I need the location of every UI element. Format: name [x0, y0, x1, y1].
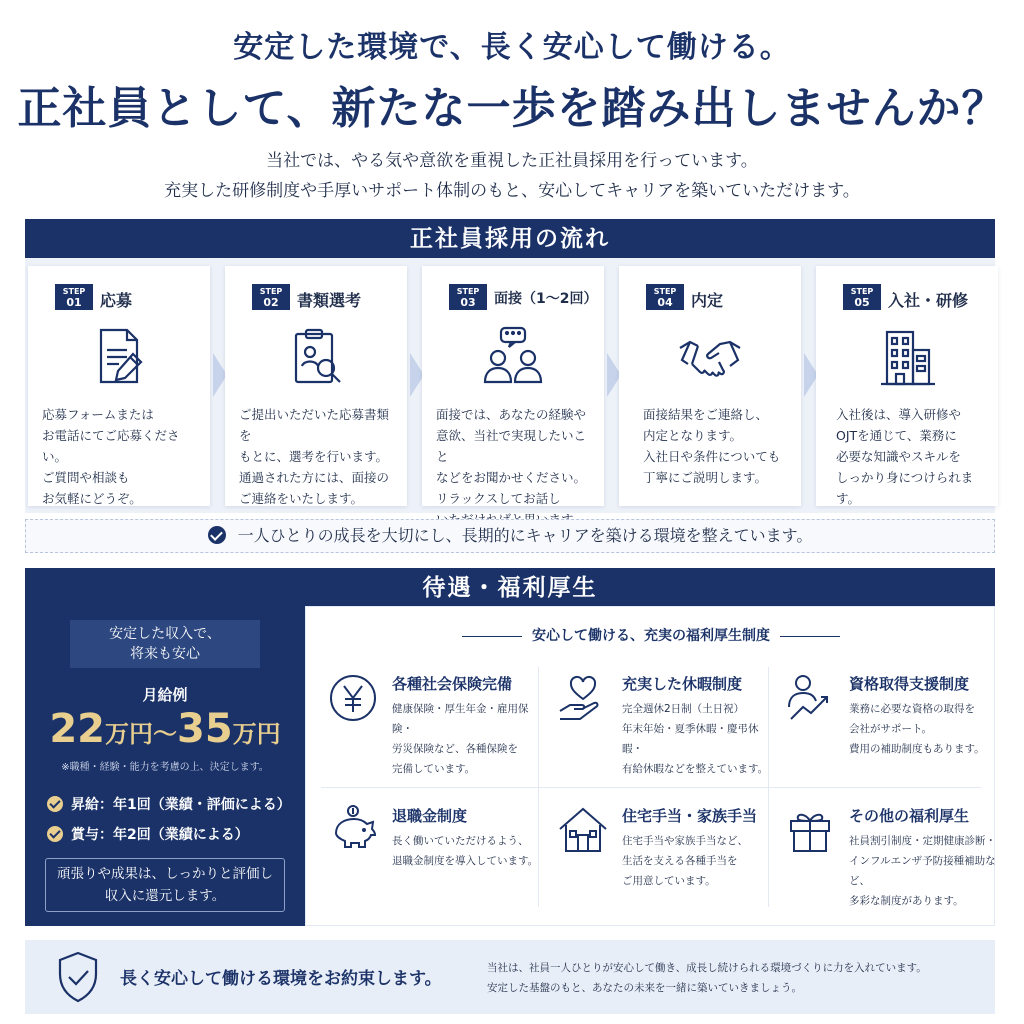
benefit-description: 社員割引制度・定期健康診断・ インフルエンザ予防接種補助など、 多彩な制度があります。	[849, 835, 996, 907]
benefit-title: 充実した休暇制度	[622, 675, 743, 693]
document-pen-icon	[87, 324, 151, 388]
shield-check-icon	[55, 950, 101, 1004]
benefits-heading: 安心して働ける、充実の福利厚生制度	[306, 625, 996, 645]
benefit-item	[314, 797, 539, 917]
benefits-panel	[305, 606, 995, 926]
intro-line: 当社では、やる気や意欲を重視した正社員採用を行っています。	[266, 151, 758, 171]
title-highlight: 正社員	[17, 72, 152, 136]
benefit-item	[544, 665, 769, 785]
footer-promise	[25, 940, 995, 1014]
intro-text	[0, 146, 1024, 206]
benefit-item	[771, 797, 996, 917]
step-description: 面接結果をご連絡し、 内定となります。 入社日や条件についても 丁寧にご説明します。	[643, 407, 781, 485]
person-growth-icon	[783, 671, 837, 725]
benefit-description: 住宅手当や家族手当など、 生活を支える各種手当を ご用意しています。	[622, 835, 748, 887]
benefit-description: 完全週休2日制（土日祝） 年末年始・夏季休暇・慶弔休暇・ 有給休暇などを整えています。	[622, 703, 769, 775]
house-icon	[556, 803, 610, 857]
building-icon	[875, 324, 939, 388]
salary-note: ※職種・経験・能力を考慮の上、決定します。	[61, 762, 269, 773]
check-icon	[47, 796, 63, 812]
hand-heart-icon	[556, 671, 610, 725]
step-title: 入社・研修	[888, 291, 969, 310]
salary-panel	[25, 606, 305, 926]
handshake-icon	[678, 324, 742, 388]
step-badge: STEP 03	[449, 284, 487, 310]
benefit-title: 各種社会保険完備	[392, 675, 513, 693]
step-description: 面接では、あなたの経験や 意欲、当社で実現したいこと などをお聞かせください。 リラックスしてお話し	[436, 407, 587, 506]
step-title: 書類選考	[297, 291, 362, 310]
divider	[321, 787, 981, 788]
career-note: 一人ひとりの成長を大切にし、長期的にキャリアを築ける環境を整えています。	[25, 519, 995, 553]
benefit-description: 業務に必要な資格の取得を 会社がサポート。 費用の補助制度もあります。	[849, 703, 985, 755]
check-icon	[47, 826, 63, 842]
salary-tag: 安定した収入で、 将来も安心	[70, 620, 260, 668]
benefit-title: 住宅手当・家族手当	[622, 807, 758, 825]
step-card	[225, 266, 407, 506]
check-circle-icon	[208, 526, 226, 544]
raise-item: 昇給：年1回（業績・評価による）	[47, 794, 291, 814]
step-badge: STEP 02	[252, 284, 290, 310]
step-title: 応募	[100, 291, 133, 310]
intro-line: 充実した研修制度や手厚いサポート体制のもと、安心してキャリアを築いていただけます。	[164, 181, 860, 201]
step-card	[619, 266, 801, 506]
step-description: 入社後は、導入研修や OJTを通じて、業務に 必要な知識やスキルを しっかり身につけられます。	[836, 407, 974, 506]
benefit-description: 健康保険・厚生年金・雇用保険・ 労災保険など、各種保険を 完備しています。	[392, 703, 529, 775]
footer-title: 長く安心して働ける環境をお約束します。	[120, 969, 442, 989]
salary-amount: 22万円～35万円	[49, 706, 281, 752]
step-description: ご提出いただいた応募書類を もとに、選考を行います。 通過された方には、面接の ご連絡をいたします。	[239, 407, 390, 506]
flow-section-title: 正社員採用の流れ	[25, 219, 995, 259]
step-card	[816, 266, 998, 506]
yen-circle-icon	[326, 671, 380, 725]
step-card	[422, 266, 604, 506]
salary-message-box: 頑張りや成果は、しっかりと評価し 収入に還元します。	[45, 858, 285, 912]
step-card	[28, 266, 210, 506]
clipboard-search-icon	[284, 324, 348, 388]
benefit-item	[314, 665, 539, 785]
interview-people-icon	[481, 324, 545, 388]
flow-steps-panel	[25, 258, 995, 513]
step-description: 応募フォームまたは お電話にてご応募ください。 ご質問や相談も お気軽にどうぞ。	[42, 407, 180, 506]
title-rest: として、新たな一歩を踏み出しませんか？	[152, 83, 1007, 134]
page-title	[0, 72, 1024, 136]
salary-label: 月給例	[142, 686, 188, 704]
gift-icon	[783, 803, 837, 857]
header-subtitle: 安定した環境で、長く安心して働ける。	[233, 30, 791, 65]
bonus-item: 賞与：年2回（業績による）	[47, 824, 249, 844]
benefit-title: 資格取得支援制度	[849, 675, 970, 693]
benefit-item	[544, 797, 769, 917]
piggy-bank-icon	[326, 803, 380, 857]
step-title: 面接（1～2回）	[494, 291, 598, 307]
step-badge: STEP 05	[843, 284, 881, 310]
benefit-title: 退職金制度	[392, 807, 468, 825]
welfare-section-title: 待遇・福利厚生	[25, 568, 995, 608]
step-badge: STEP 01	[55, 284, 93, 310]
step-badge: STEP 04	[646, 284, 684, 310]
step-title: 内定	[691, 291, 724, 310]
footer-text: 当社は、社員一人ひとりが安心して働き、成長し続けられる環境づくりに力を入れています。 安定した基盤のもと、あなたの未来を一緒に築いていきましょう。	[487, 962, 927, 994]
benefit-description: 長く働いていただけるよう、 退職金制度を導入しています。	[392, 835, 539, 867]
benefit-item	[771, 665, 996, 785]
benefit-title: その他の福利厚生	[849, 807, 970, 825]
